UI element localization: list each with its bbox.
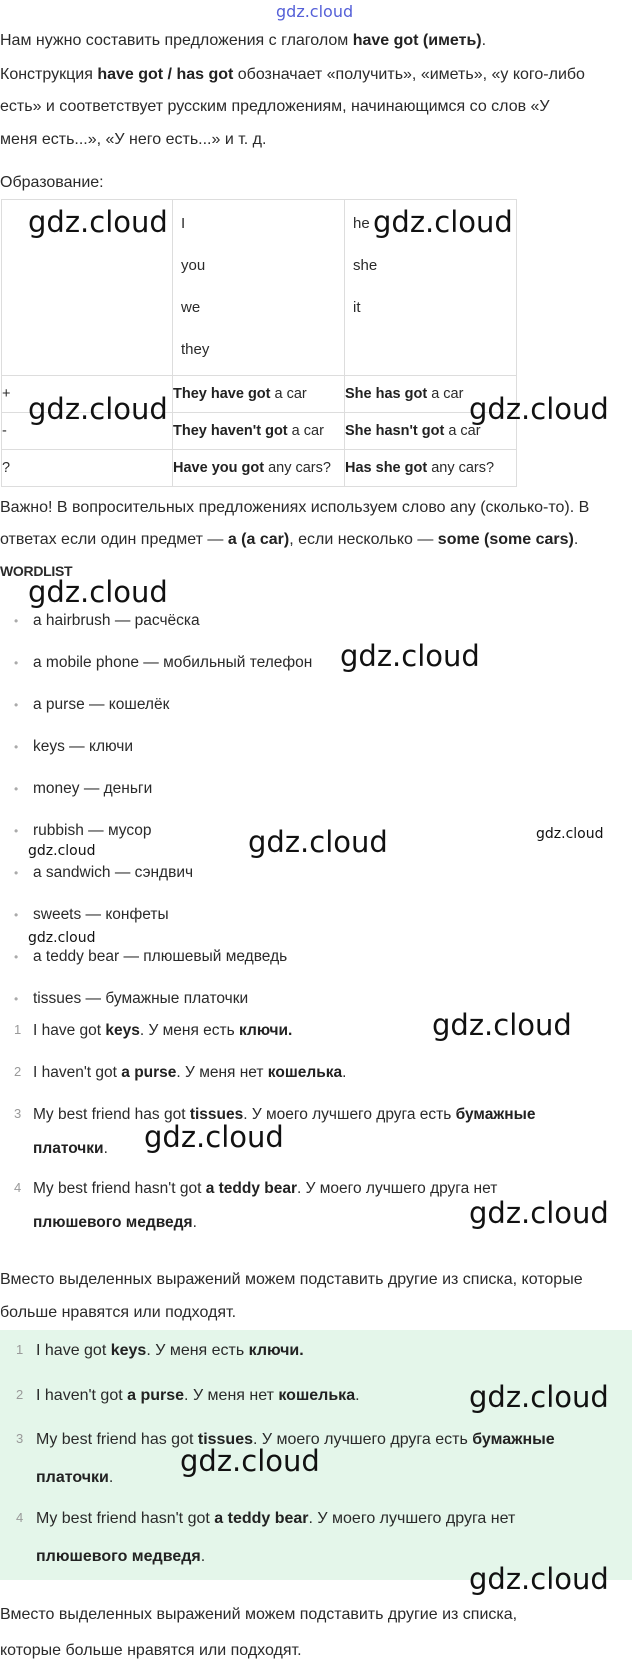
watermark: gdz.cloud <box>28 575 168 609</box>
list-item: • money — деньги <box>0 773 312 815</box>
example-text: My best friend has got tissues. У моего лучшего друга есть бумажные платочки. <box>33 1106 536 1157</box>
watermark: gdz.cloud <box>340 639 480 673</box>
watermark: gdz.cloud <box>432 1008 572 1042</box>
example-number: 1 <box>16 1342 24 1357</box>
watermark-top: gdz.cloud <box>276 2 354 21</box>
note-line-1: Важно! В вопросительных предложениях используем слово any (сколько-то). В <box>0 499 590 516</box>
watermark: gdz.cloud <box>469 1562 609 1596</box>
watermark: gdz.cloud <box>144 1120 284 1154</box>
list-item: • a mobile phone — мобильный телефон <box>0 647 312 689</box>
list-item: • sweets — конфеты <box>0 899 312 941</box>
list-item: • a sandwich — сэндвич <box>0 857 312 899</box>
closing-line-1: Вместо выделенных выражений можем подставить другие из списка, которые <box>0 1271 583 1288</box>
example-number: 4 <box>14 1180 22 1195</box>
list-item: • keys — ключи <box>0 731 312 773</box>
example-text: My best friend hasn't got a teddy bear. У моего лучшего друга нет плюшевого медведя. <box>33 1180 498 1231</box>
closing-line-2: больше нравятся или подходят. <box>0 1304 237 1321</box>
watermark: gdz.cloud <box>28 392 168 426</box>
watermark: gdz.cloud <box>469 392 609 426</box>
list-item: • tissues — бумажные платочки <box>0 983 312 1025</box>
watermark: gdz.cloud <box>180 1444 320 1478</box>
intro-line-4: меня есть...», «У него есть...» и т. д. <box>0 131 267 148</box>
wordlist-title: WORDLIST <box>0 563 73 579</box>
table-cell-sign: ? <box>2 450 173 487</box>
formation-label: Образование: <box>0 174 104 191</box>
example-text: I haven't got a purse. У меня нет кошелька. <box>33 1064 347 1081</box>
watermark: gdz.cloud <box>469 1380 609 1414</box>
watermark: gdz.cloud <box>28 205 168 239</box>
example-number: 3 <box>16 1431 24 1446</box>
pronoun: they <box>181 341 210 358</box>
example-number: 4 <box>16 1510 24 1525</box>
list-item: • a teddy bear — плюшевый медведь <box>0 941 312 983</box>
table-cell-sign: + <box>2 376 173 413</box>
watermark: gdz.cloud <box>536 826 604 842</box>
note-line-2: ответах если один предмет — a (a car), если несколько — some (some cars). <box>0 531 579 548</box>
table-cell <box>173 200 345 376</box>
watermark: gdz.cloud <box>469 1196 609 1230</box>
watermark: gdz.cloud <box>28 930 96 946</box>
pronoun: he <box>353 215 370 232</box>
intro-line-3: есть» и соответствует русским предложениям, начинающимся со слов «У <box>0 98 550 115</box>
closing-line-2b: которые больше нравятся или подходят. <box>0 1642 302 1659</box>
table-cell: Has she got any cars? <box>345 450 517 487</box>
wordlist <box>0 605 312 1025</box>
table-cell-sign: - <box>2 413 173 450</box>
intro-line-2: Конструкция have got / has got обозначает «получить», «иметь», «у кого-либо <box>0 66 585 83</box>
table-cell: They have got a car <box>173 376 345 413</box>
example-text: I have got keys. У меня есть ключи. <box>33 1022 293 1039</box>
example-number: 1 <box>14 1022 22 1037</box>
table-cell: She has got a car <box>345 376 517 413</box>
example-text: I haven't got a purse. У меня нет кошелька. <box>36 1387 360 1404</box>
list-item: • a hairbrush — расчёска <box>0 605 312 647</box>
watermark: gdz.cloud <box>28 843 96 859</box>
table-row <box>2 450 517 487</box>
watermark: gdz.cloud <box>373 205 513 239</box>
pronoun: you <box>181 257 206 274</box>
example-number: 3 <box>14 1106 22 1121</box>
intro-line-1: Нам нужно составить предложения с глаголом have got (иметь). <box>0 32 487 49</box>
example-number: 2 <box>14 1064 22 1079</box>
closing-line-1b: Вместо выделенных выражений можем подставить другие из списка, <box>0 1606 518 1623</box>
formation-table <box>1 199 517 487</box>
table-cell: They haven't got a car <box>173 413 345 450</box>
example-text: My best friend hasn't got a teddy bear. У моего лучшего друга нет плюшевого медведя. <box>36 1510 516 1565</box>
pronoun: it <box>353 299 361 316</box>
example-number: 2 <box>16 1387 24 1402</box>
list-item: • rubbish — мусор <box>0 815 312 857</box>
example-text: My best friend has got tissues. У моего лучшего друга есть бумажные платочки. <box>36 1431 555 1486</box>
pronoun: we <box>181 299 201 316</box>
pronoun: she <box>353 257 378 274</box>
example-text: I have got keys. У меня есть ключи. <box>36 1342 304 1359</box>
pronoun: I <box>181 215 186 232</box>
table-cell: She hasn't got a car <box>345 413 517 450</box>
watermark: gdz.cloud <box>248 825 388 859</box>
list-item: • a purse — кошелёк <box>0 689 312 731</box>
table-cell: Have you got any cars? <box>173 450 345 487</box>
